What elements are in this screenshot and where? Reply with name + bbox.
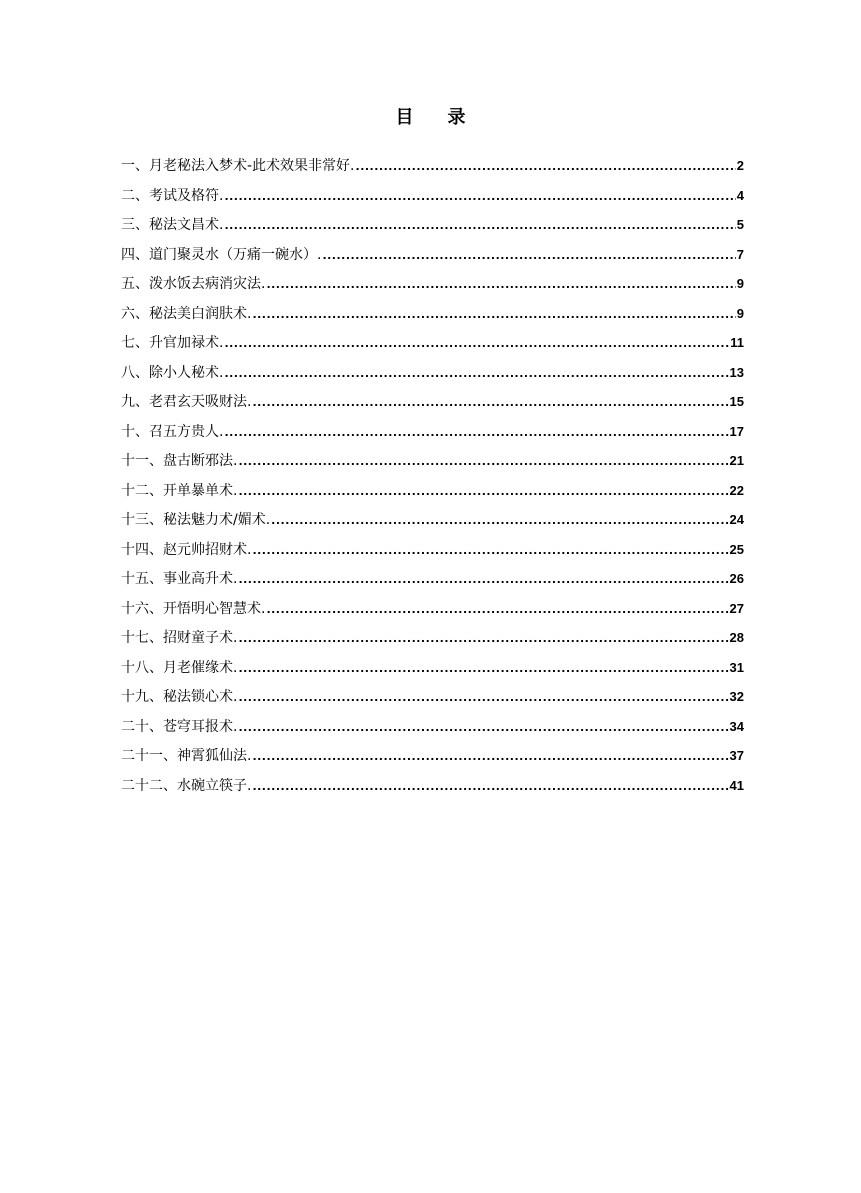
toc-entry-page-number: 7 [736,246,744,262]
toc-entry[interactable] [121,269,744,299]
toc-entry[interactable] [121,535,744,565]
toc-entry[interactable] [121,358,744,388]
toc-entry-page-number: 5 [736,217,744,232]
toc-dot-leader [224,329,729,359]
toc-dot-leader [238,447,728,477]
toc-dot-leader [224,182,735,212]
toc-entry-title: 七、升官加禄术. [121,335,224,351]
toc-entry-title: 十二、开单暴单术. [121,482,238,499]
toc-entry-page-number: 22 [729,482,744,498]
toc-entry[interactable] [121,181,744,211]
toc-entry-title: 十九、秘法锁心术. [121,689,238,705]
toc-dot-leader [252,772,728,802]
toc-entry-title: 六、秘法美白润肤术. [121,305,252,322]
toc-entry-title: 十三、秘法魅力术/媚术. [121,512,271,528]
toc-entry-page-number: 34 [729,718,744,734]
toc-entry[interactable] [121,151,744,181]
toc-entry-title: 二、考试及格符. [121,187,224,204]
toc-title-char-1: 目 [395,107,414,128]
toc-entry-page-number: 32 [729,689,744,704]
toc-entry-page-number: 25 [729,541,744,557]
toc-entry-page-number: 9 [736,305,744,321]
toc-dot-leader [238,683,728,713]
toc-entry-page-number: 28 [729,630,744,645]
toc-entry-title: 四、道门聚灵水（万痛一碗水）. [121,246,322,263]
toc-list [121,151,744,800]
toc-entry[interactable] [121,240,744,270]
toc-entry[interactable] [121,712,744,742]
toc-dot-leader [252,536,728,566]
toc-dot-leader [238,624,728,654]
toc-entry[interactable] [121,594,744,624]
toc-entry[interactable] [121,476,744,506]
toc-entry-title: 二十二、水碗立筷子. [121,777,252,794]
toc-dot-leader [238,565,728,595]
toc-entry[interactable] [121,299,744,329]
toc-entry-page-number: 9 [736,276,744,291]
toc-entry-title: 十七、招财童子术. [121,630,238,646]
toc-entry-page-number: 21 [729,453,744,468]
toc-dot-leader [252,388,728,418]
toc-dot-leader [224,418,728,448]
toc-entry-title: 十一、盘古断邪法. [121,453,238,469]
toc-entry[interactable] [121,417,744,447]
toc-dot-leader [238,713,728,743]
toc-entry[interactable] [121,653,744,683]
toc-entry-title: 一、月老秘法入梦术-此术效果非常好. [121,158,355,174]
toc-entry-title: 十六、开悟明心智慧术. [121,600,266,617]
toc-entry-page-number: 41 [729,777,744,793]
toc-entry-title: 十八、月老催缘术. [121,659,238,676]
toc-dot-leader [266,595,728,625]
toc-entry[interactable] [121,682,744,712]
toc-entry-title: 八、除小人秘术. [121,364,224,381]
toc-entry[interactable] [121,771,744,801]
toc-entry-title: 三、秘法文昌术. [121,217,224,233]
toc-dot-leader [224,359,728,389]
toc-entry-title: 二十一、神霄狐仙法. [121,748,252,764]
toc-entry-page-number: 13 [729,364,744,380]
toc-entry-title: 十五、事业高升术. [121,571,238,587]
toc-dot-leader [252,742,728,772]
toc-entry-title: 十四、赵元帅招财术. [121,541,252,558]
toc-entry[interactable] [121,446,744,476]
toc-dot-leader [238,654,728,684]
toc-dot-leader [252,300,735,330]
toc-dot-leader [322,241,735,271]
toc-entry[interactable] [121,505,744,535]
toc-title [0,104,861,132]
toc-entry-page-number: 24 [729,512,744,527]
toc-entry[interactable] [121,210,744,240]
toc-entry-title: 九、老君玄天吸财法. [121,394,252,410]
toc-entry-page-number: 31 [729,659,744,675]
toc-entry[interactable] [121,564,744,594]
toc-entry-title: 二十、苍穹耳报术. [121,718,238,735]
toc-entry-title: 五、泼水饭去病消灾法. [121,276,266,292]
toc-entry-page-number: 27 [729,600,744,616]
toc-dot-leader [266,270,735,300]
toc-entry-page-number: 11 [730,335,744,350]
toc-entry-page-number: 2 [736,158,744,173]
toc-entry[interactable] [121,387,744,417]
toc-entry[interactable] [121,741,744,771]
toc-dot-leader [238,477,728,507]
toc-entry-page-number: 37 [729,748,744,763]
toc-entry-page-number: 15 [729,394,744,409]
toc-entry-page-number: 26 [729,571,744,586]
toc-entry-page-number: 17 [729,423,744,439]
toc-entry-page-number: 4 [736,187,744,203]
toc-entry[interactable] [121,623,744,653]
toc-title-char-2: 录 [447,107,466,128]
toc-dot-leader [224,211,735,241]
toc-dot-leader [356,152,736,182]
toc-entry-title: 十、召五方贵人. [121,423,224,440]
toc-entry[interactable] [121,328,744,358]
toc-dot-leader [271,506,728,536]
